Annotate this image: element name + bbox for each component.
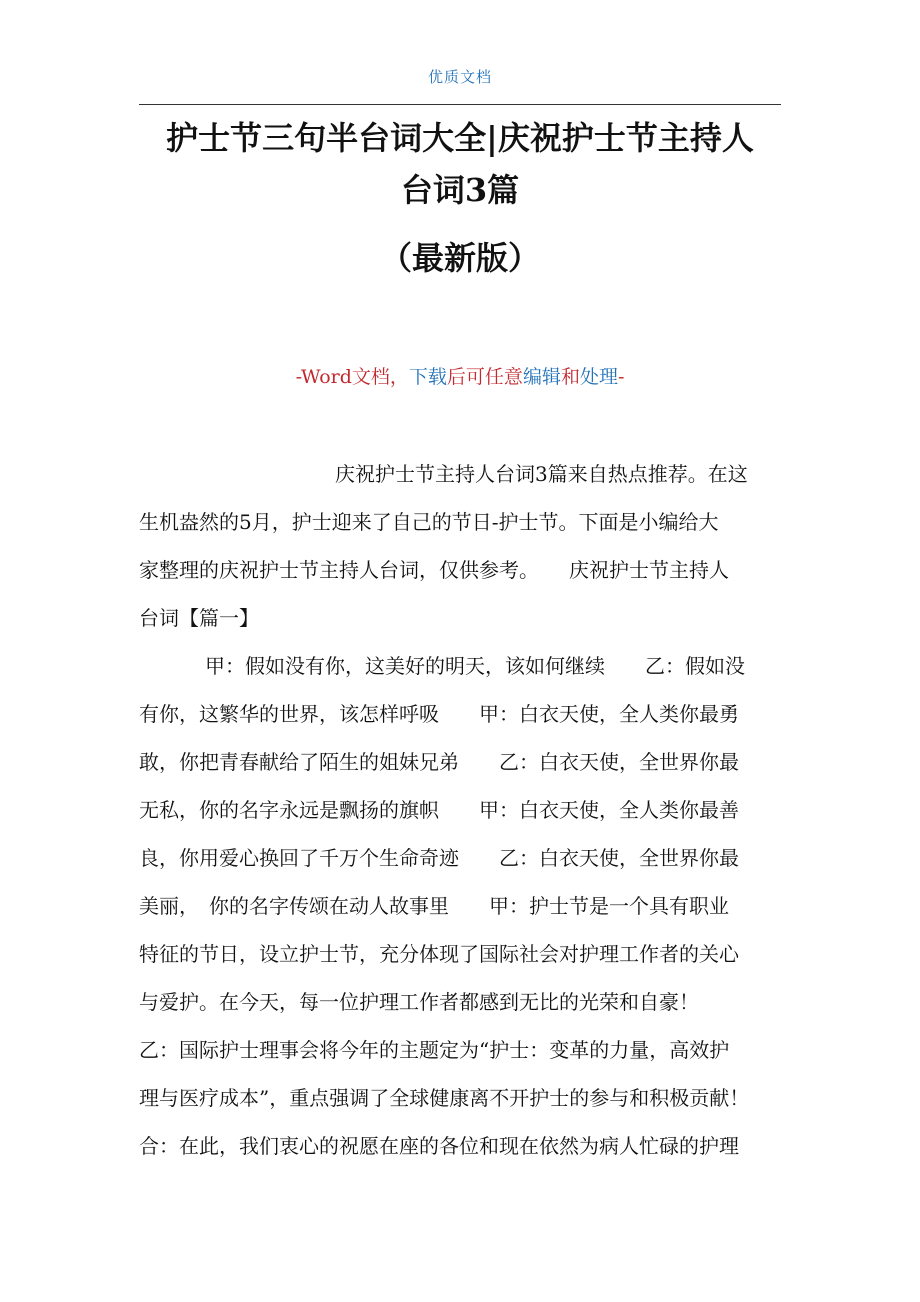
note-part-5: 和 xyxy=(560,366,580,388)
document-title xyxy=(120,112,800,216)
note-part-1: -Word文档， xyxy=(295,366,409,388)
edition-label: （最新版） xyxy=(379,239,540,277)
header-divider xyxy=(139,104,781,105)
note-part-3: 后可任意 xyxy=(446,366,523,388)
body-line: 甲：假如没有你，这美好的明天，该如何继续 乙：假如没 xyxy=(205,654,745,678)
header-label: 优质文档 xyxy=(427,68,492,86)
body-line: 合：在此，我们衷心的祝愿在座的各位和现在依然为病人忙碌的护理 xyxy=(139,1134,739,1158)
body-line: 敢，你把青春献给了陌生的姐妹兄弟 乙：白衣天使，全世界你最 xyxy=(139,750,739,774)
title-line-2: 台词3篇 xyxy=(400,171,520,209)
note-part-7: - xyxy=(617,366,625,388)
body-line: 与爱护。在今天，每一位护理工作者都感到无比的光荣和自豪！ xyxy=(139,990,699,1014)
word-document-note xyxy=(0,362,920,392)
body-line: 台词【篇一】 xyxy=(139,606,259,630)
note-part-6: 处理 xyxy=(579,366,618,388)
body-line: 家整理的庆祝护士节主持人台词，仅供参考。 庆祝护士节主持人 xyxy=(139,558,729,582)
note-part-4: 编辑 xyxy=(522,366,561,388)
body-text xyxy=(139,450,789,1170)
body-line: 生机盎然的5月，护士迎来了自己的节日-护士节。下面是小编给大 xyxy=(139,510,719,534)
body-line: 理与医疗成本”，重点强调了全球健康离不开护士的参与和积极贡献！ xyxy=(139,1086,750,1110)
body-line: 美丽， 你的名字传颂在动人故事里 甲：护士节是一个具有职业 xyxy=(139,894,729,918)
body-line: 特征的节日，设立护士节，充分体现了国际社会对护理工作者的关心 xyxy=(139,942,739,966)
body-line: 良，你用爱心换回了千万个生命奇迹 乙：白衣天使，全世界你最 xyxy=(139,846,739,870)
body-line: 无私，你的名字永远是飘扬的旗帜 甲：白衣天使，全人类你最善 xyxy=(139,798,739,822)
body-line: 乙：国际护士理事会将今年的主题定为“护士：变革的力量，高效护 xyxy=(139,1038,730,1062)
title-line-1: 护士节三句半台词大全|庆祝护士节主持人 xyxy=(166,119,754,157)
body-line: 有你，这繁华的世界，该怎样呼吸 甲：白衣天使，全人类你最勇 xyxy=(139,702,739,726)
body-line: 庆祝护士节主持人台词3篇来自热点推荐。在这 xyxy=(335,462,748,486)
note-part-2: 下载 xyxy=(408,366,447,388)
